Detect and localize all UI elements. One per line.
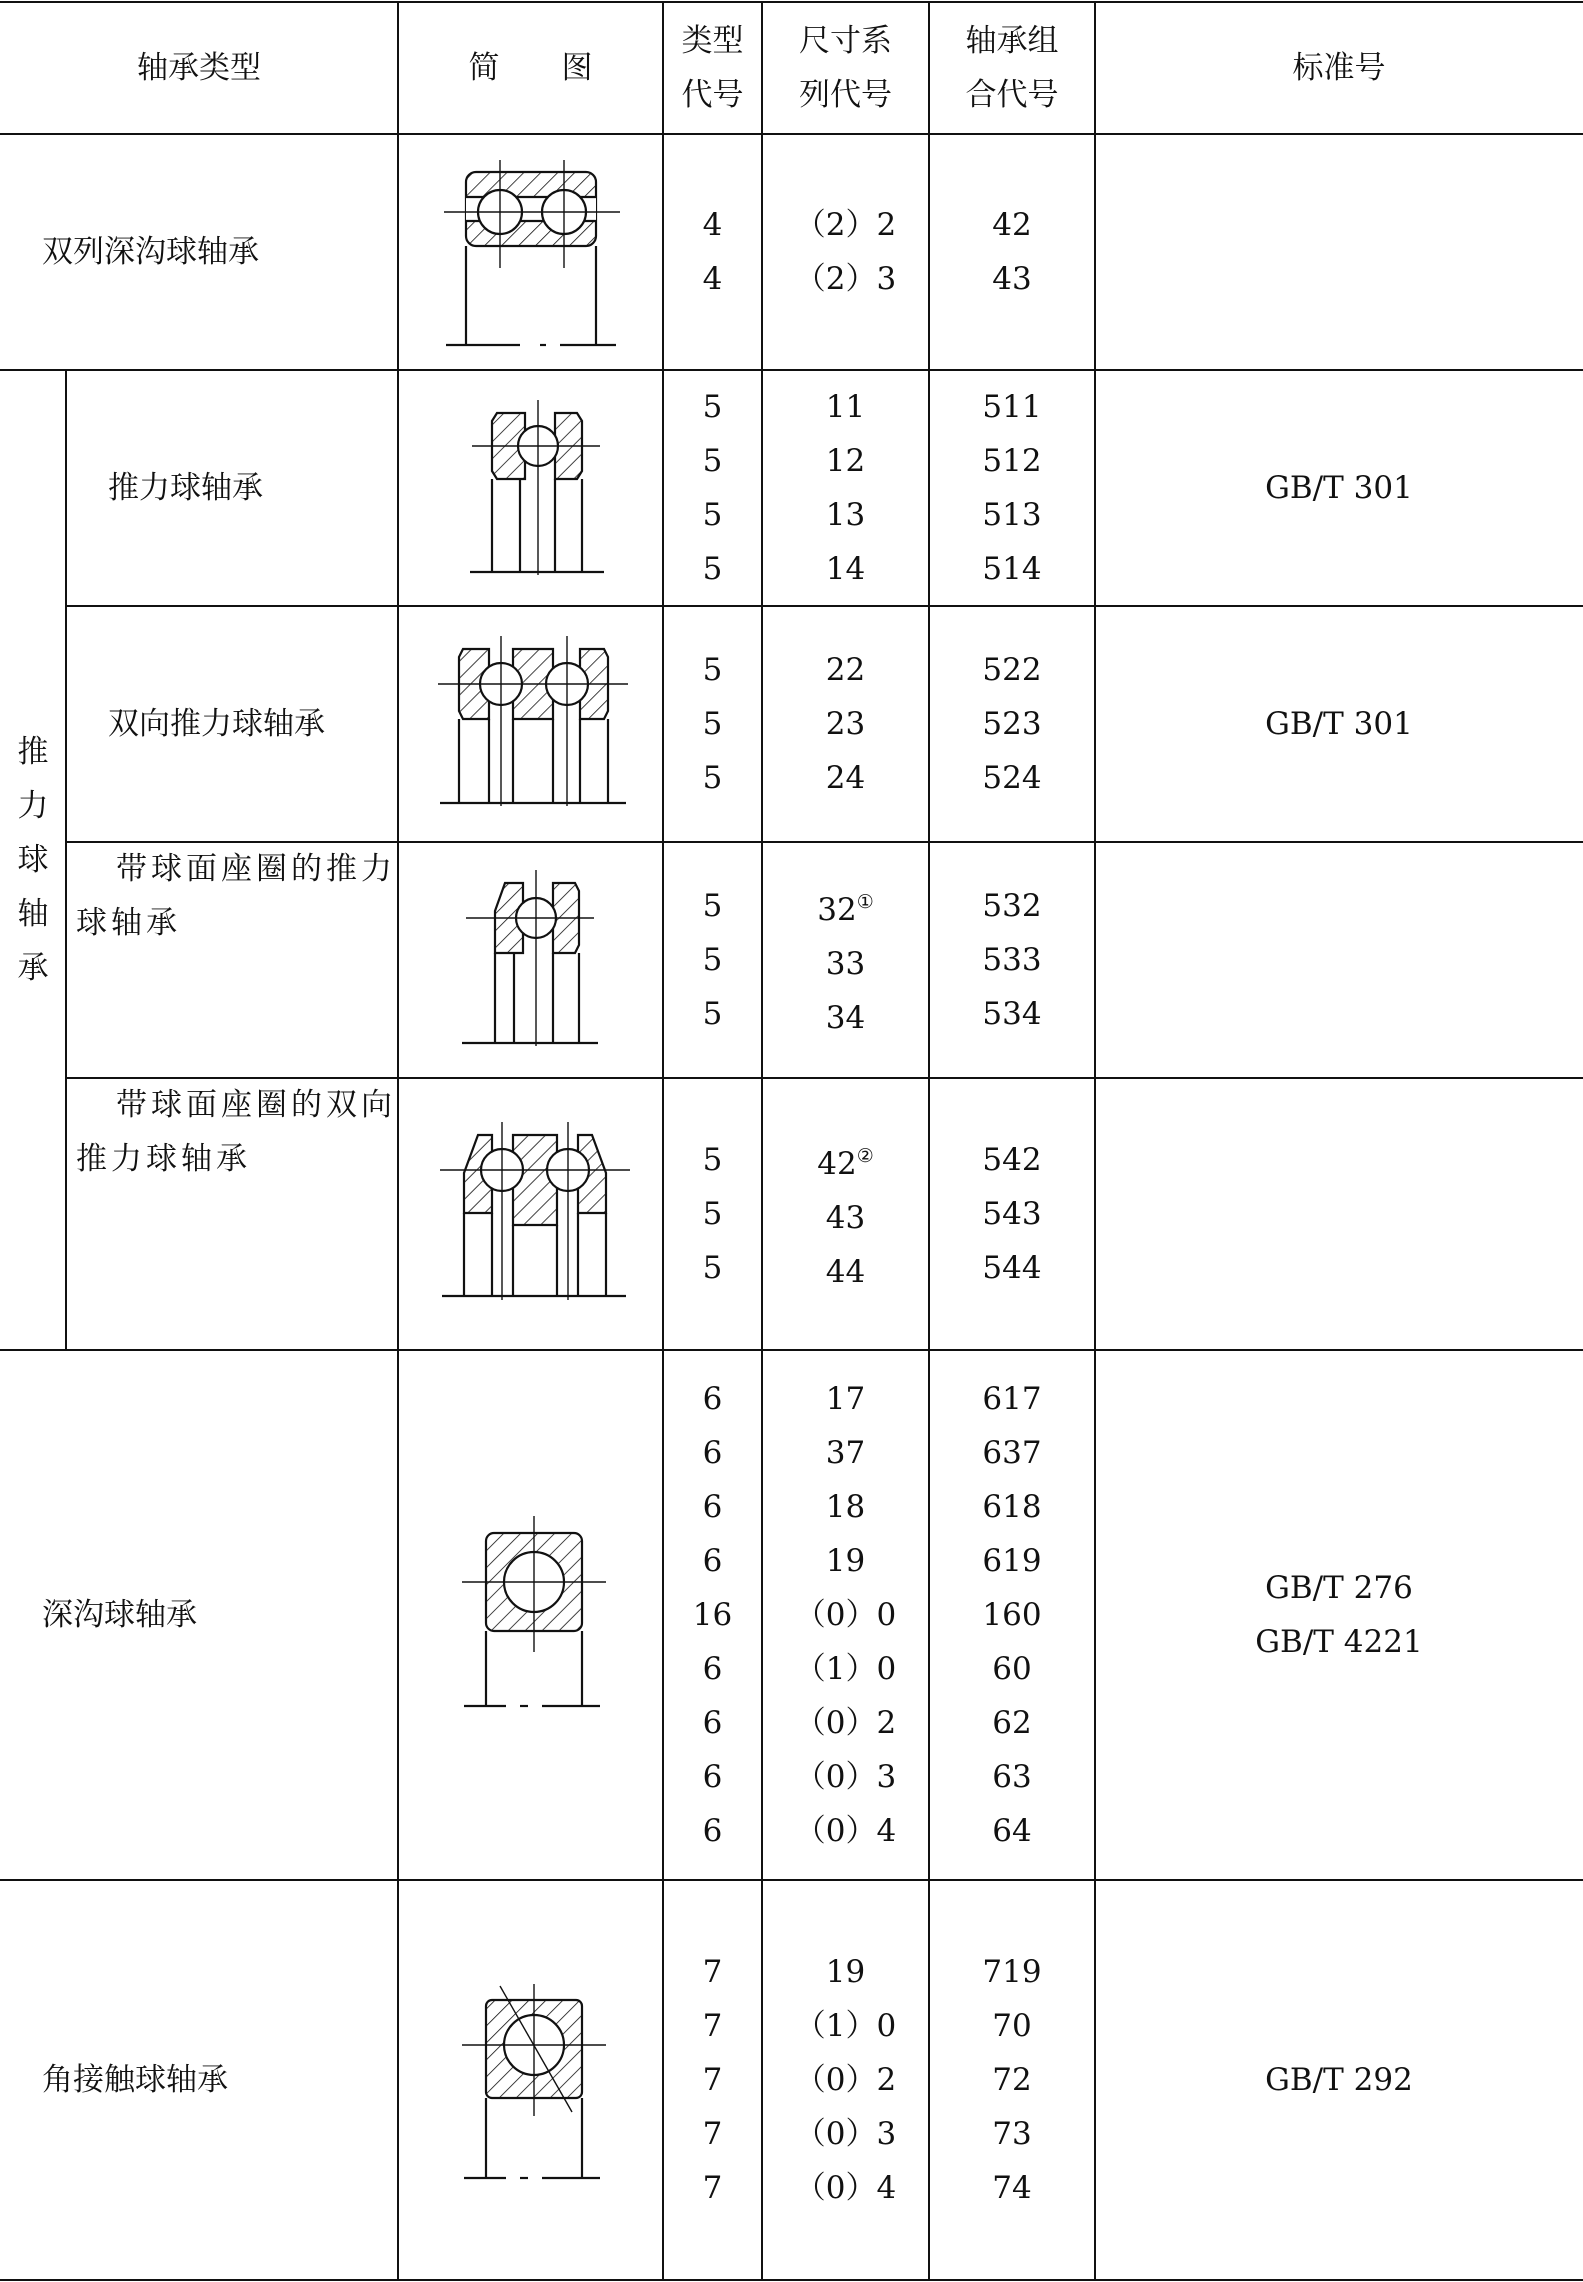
type-code: 5: [702, 1196, 723, 1232]
type-code: 16: [692, 1597, 733, 1633]
deep-groove-ball-bearing-icon: [462, 1516, 606, 1706]
row-name-line1: 带球面座圈的推力: [116, 851, 396, 887]
row-name-deep-groove: 深沟球轴承: [42, 1597, 197, 1633]
size-code: （1）0: [794, 2008, 897, 2044]
double-row-deep-groove-ball-bearing-icon: [444, 160, 620, 345]
header-size-code-line2: 列代号: [799, 77, 892, 113]
size-code: （0）4: [794, 1813, 897, 1849]
combo-code: 160: [982, 1597, 1042, 1633]
type-code: 4: [702, 207, 723, 243]
combo-code: 64: [992, 1813, 1032, 1849]
combo-code: 60: [992, 1651, 1032, 1687]
group-label-char: 球: [17, 842, 49, 878]
header-sketch: 简 图: [468, 50, 593, 86]
combo-code: 74: [992, 2170, 1032, 2206]
size-code: （0）2: [794, 1705, 897, 1741]
size-code: （0）3: [794, 2116, 897, 2152]
size-code: 17: [825, 1381, 866, 1417]
footnote-marker: ①: [856, 891, 874, 913]
size-code: 37: [825, 1435, 866, 1471]
combo-code: 511: [982, 389, 1042, 425]
size-code: 34: [825, 1000, 866, 1036]
type-code: 5: [702, 389, 723, 425]
group-label-char: 承: [17, 950, 49, 986]
size-code: （0）4: [794, 2170, 897, 2206]
size-code: （0）0: [794, 1597, 897, 1633]
group-label-char: 轴: [17, 896, 49, 932]
size-code: 33: [825, 946, 866, 982]
size-code: 19: [825, 1954, 866, 1990]
size-code: 43: [825, 1200, 866, 1236]
header-combo-code-line1: 轴承组: [965, 23, 1059, 59]
combo-code: 524: [982, 760, 1042, 796]
type-code: 6: [702, 1651, 723, 1687]
size-code: 18: [825, 1489, 866, 1525]
combo-code: 618: [982, 1489, 1042, 1525]
combo-code: 544: [982, 1250, 1042, 1286]
combo-code: 62: [992, 1705, 1032, 1741]
type-code: 5: [702, 497, 723, 533]
size-code: 23: [825, 706, 866, 742]
size-code: （0）2: [794, 2062, 897, 2098]
combo-code: 532: [982, 888, 1042, 924]
header-size-code-line1: 尺寸系: [799, 23, 892, 59]
type-code: 7: [702, 2008, 723, 2044]
combo-code: 719: [982, 1954, 1042, 1990]
combo-code: 522: [982, 652, 1042, 688]
type-code: 6: [702, 1813, 723, 1849]
size-code: 42: [817, 1146, 857, 1182]
footnote-marker: ②: [856, 1145, 874, 1167]
combo-code: 73: [992, 2116, 1032, 2152]
combo-code: 617: [982, 1381, 1042, 1417]
type-code: 5: [702, 443, 723, 479]
size-code: （2）3: [794, 261, 897, 297]
type-code: 7: [702, 2062, 723, 2098]
type-code: 5: [702, 1250, 723, 1286]
size-code: 32: [817, 892, 857, 928]
type-code: 5: [702, 888, 723, 924]
type-code: 7: [702, 2170, 723, 2206]
standard-number: GB/T 292: [1265, 2062, 1413, 2098]
combo-code: 523: [982, 706, 1042, 742]
header-combo-code-line2: 合代号: [965, 77, 1059, 113]
standard-number: GB/T 276: [1265, 1570, 1413, 1606]
type-code: 6: [702, 1705, 723, 1741]
combo-code: 70: [992, 2008, 1032, 2044]
angular-contact-ball-bearing-icon: [462, 1984, 606, 2178]
type-code: 5: [702, 942, 723, 978]
row-name-double-row-deep-groove: 双列深沟球轴承: [42, 234, 259, 270]
size-code: 22: [825, 652, 866, 688]
size-code: 19: [825, 1543, 866, 1579]
combo-code: 542: [982, 1142, 1042, 1178]
combo-code: 514: [982, 551, 1042, 587]
size-code: 14: [825, 551, 866, 587]
header-type-code-line2: 代号: [681, 77, 744, 113]
combo-code: 512: [982, 443, 1042, 479]
header-type-code-line1: 类型: [681, 23, 744, 59]
type-code: 7: [702, 1954, 723, 1990]
thrust-ball-bearing-icon: [470, 400, 604, 575]
type-code: 6: [702, 1543, 723, 1579]
type-code: 5: [702, 996, 723, 1032]
combo-code: 42: [992, 207, 1032, 243]
type-code: 5: [702, 1142, 723, 1178]
size-code: （0）3: [794, 1759, 897, 1795]
row-name-line1: 带球面座圈的双向: [116, 1087, 396, 1123]
combo-code: 543: [982, 1196, 1042, 1232]
row-name-line2: 球轴承: [76, 905, 181, 941]
combo-code: 619: [982, 1543, 1042, 1579]
type-code: 5: [702, 652, 723, 688]
combo-code: 63: [992, 1759, 1032, 1795]
type-code: 6: [702, 1381, 723, 1417]
combo-code: 534: [982, 996, 1042, 1032]
header-standard: 标准号: [1292, 50, 1386, 86]
combo-code: 533: [982, 942, 1042, 978]
type-code: 6: [702, 1435, 723, 1471]
row-name-angular-contact: 角接触球轴承: [42, 2062, 228, 2098]
size-code: （1）0: [794, 1651, 897, 1687]
row-name-thrust-ball: 推力球轴承: [108, 470, 263, 506]
type-code: 5: [702, 706, 723, 742]
double-direction-thrust-ball-bearing-spherical-seat-icon: [440, 1122, 630, 1300]
standard-number: GB/T 301: [1265, 470, 1413, 506]
size-code: 11: [825, 389, 866, 425]
size-code: 13: [825, 497, 866, 533]
type-code: 6: [702, 1759, 723, 1795]
combo-code: 72: [992, 2062, 1032, 2098]
size-code: （2）2: [794, 207, 897, 243]
combo-code: 637: [982, 1435, 1042, 1471]
row-name-double-direction-thrust: 双向推力球轴承: [108, 706, 325, 742]
group-label-char: 力: [17, 788, 49, 824]
combo-code: 513: [982, 497, 1042, 533]
combo-code: 43: [992, 261, 1032, 297]
type-code: 6: [702, 1489, 723, 1525]
row-name-line2: 推力球轴承: [76, 1141, 251, 1177]
standard-number: GB/T 301: [1265, 706, 1413, 742]
group-label-char: 推: [17, 734, 49, 770]
type-code: 7: [702, 2116, 723, 2152]
type-code: 4: [702, 261, 723, 297]
thrust-ball-bearing-spherical-seat-icon: [462, 870, 598, 1046]
type-code: 5: [702, 760, 723, 796]
type-code: 5: [702, 551, 723, 587]
double-direction-thrust-ball-bearing-icon: [438, 636, 628, 806]
standard-number: GB/T 4221: [1255, 1624, 1423, 1660]
size-code: 24: [825, 760, 866, 796]
size-code: 44: [825, 1254, 866, 1290]
header-bearing-type: 轴承类型: [137, 50, 261, 86]
size-code: 12: [825, 443, 866, 479]
